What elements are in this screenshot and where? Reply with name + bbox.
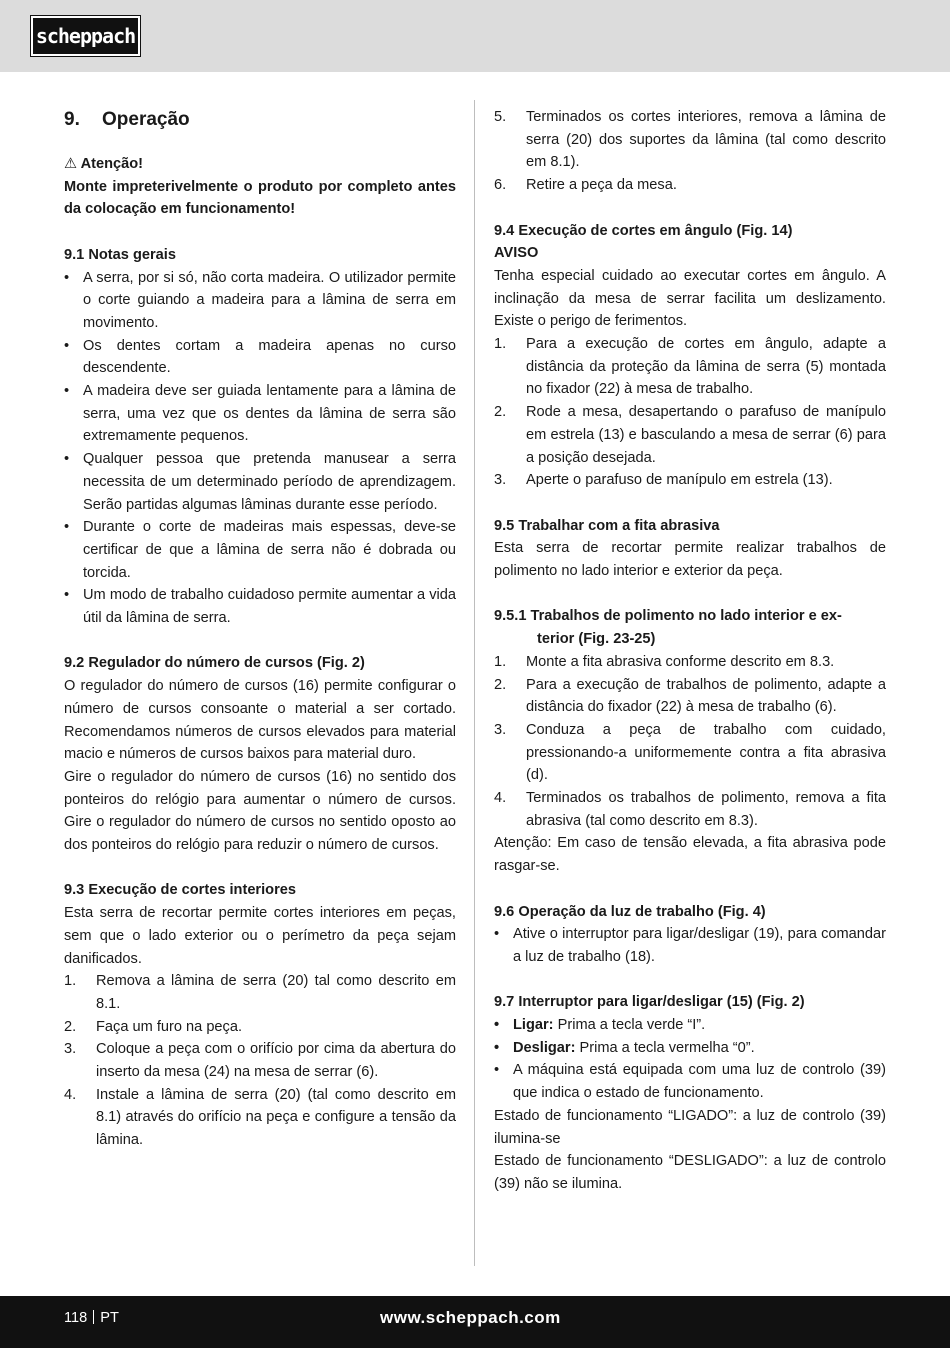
list-item: 3. Aperte o parafuso de manípulo em estrela (13). <box>494 472 833 489</box>
list-item: 1. Monte a fita abrasiva conforme descrito em 8.3. <box>494 653 835 670</box>
brand-logo: scheppach <box>31 16 140 56</box>
list-item: 3. Coloque a peça com o orifício por cima da abertura do inserto da mesa (24) na mesa de serrar (6). <box>64 1041 456 1081</box>
subsection-title-9-6: 9.6 Operação da luz de trabalho (Fig. 4) <box>494 903 766 920</box>
numbered-list-9-3 <box>64 970 456 1152</box>
paragraph: Esta serra de recortar permite realizar trabalhos de polimento no lado interior e exterior da peça. <box>494 540 886 580</box>
paragraph: Atenção: Em caso de tensão elevada, a fita abrasiva pode rasgar-se. <box>494 835 886 875</box>
list-item: 4. Instale a lâmina de serra (20) (tal como descrito em 8.1) através do orifício na peça e configure a tensão da lâmina. <box>64 1086 456 1149</box>
list-item: 1. Remova a lâmina de serra (20) tal como descrito em 8.1. <box>64 973 456 1012</box>
list-item: • Um modo de trabalho cuidadoso permite aumentar a vida útil da lâmina de serra. <box>64 587 456 627</box>
list-item: • Durante o corte de madeiras mais espessas, deve-se certificar de que a lâmina de serra não é dobrada ou torcida. <box>64 519 456 581</box>
list-item: 2. Rode a mesa, desapertando o parafuso de manípulo em estrela (13) e basculando a mesa de serrar (6) para a posição desejada. <box>494 404 886 466</box>
list-item: • Desligar: Prima a tecla vermelha “0”. <box>494 1039 755 1056</box>
list-item: 2. Faça um furo na peça. <box>64 1018 243 1035</box>
subsection-title-9-7: 9.7 Interruptor para ligar/desligar (15) (Fig. 2) <box>494 994 805 1011</box>
subsection-title-9-3: 9.3 Execução de cortes interiores <box>64 882 296 899</box>
subsection-title-9-5-1: 9.5.1 Trabalhos de polimento no lado interior e ex- <box>494 608 842 625</box>
subsection-title-9-5: 9.5 Trabalhar com a fita abrasiva <box>494 517 720 534</box>
warning-heading: ⚠ Atenção! <box>64 156 144 172</box>
column-divider <box>474 100 475 1266</box>
list-item: 5. Terminados os cortes interiores, remova a lâmina de serra (20) dos suportes da lâmina (tal como descrito em 8.1). <box>494 109 886 171</box>
left-column <box>64 106 456 1152</box>
list-item: • Ative o interruptor para ligar/desligar (19), para comandar a luz de trabalho (18). <box>494 926 886 965</box>
list-item: • A serra, por si só, não corta madeira. O utilizador permite o corte guiando a madeira para a lâmina de serra em movimento. <box>64 269 456 331</box>
list-item: • A máquina está equipada com uma luz de controlo (39) que indica o estado de funcionamento. <box>494 1062 886 1102</box>
subsection-title-9-4: 9.4 Execução de cortes em ângulo (Fig. 14) <box>494 222 793 239</box>
list-item: 4. Terminados os trabalhos de polimento, remova a fita abrasiva (tal como descrito em 8.3). <box>494 790 886 829</box>
list-item: • Os dentes cortam a madeira apenas no curso descendente. <box>64 337 456 377</box>
list-item: • Ligar: Prima a tecla verde “I”. <box>494 1017 706 1034</box>
paragraph: Tenha especial cuidado ao executar cortes em ângulo. A inclinação da mesa de serrar facilita um deslizamento. Existe o perigo de ferimentos. <box>494 267 886 330</box>
numbered-list-9-4 <box>494 333 886 492</box>
list-item: • A madeira deve ser guiada lentamente para a lâmina de serra, uma vez que os dentes da lâmina de serra são extremamente pequenos. <box>64 383 456 445</box>
list-item: 3. Conduza a peça de trabalho com cuidado, pressionando-a uniformemente contra a fita abrasiva (d). <box>494 721 886 784</box>
paragraph: O regulador do número de cursos (16) permite configurar o número de cursos consoante o material a ser cortado. Recomendamos números de cursos elevados para material macio e números de cursos baixos para material duro. <box>64 678 456 763</box>
page-header <box>0 0 950 72</box>
warning-text: Monte impreterivelmente o produto por completo antes da colocação em funcionamento! <box>64 178 456 218</box>
paragraph: Estado de funcionamento “DESLIGADO”: a luz de controlo (39) não se ilumina. <box>494 1153 886 1192</box>
section-title: 9. Operação <box>64 109 190 130</box>
subsection-title-9-1: 9.1 Notas gerais <box>64 246 176 263</box>
list-item: • Qualquer pessoa que pretenda manusear a serra necessita de um determinado período de aprendizagem. Serão partidas algumas lâminas durante esse período. <box>64 451 456 513</box>
page-footer <box>0 1296 950 1348</box>
list-item: 6. Retire a peça da mesa. <box>494 177 677 194</box>
paragraph: Esta serra de recortar permite cortes interiores em peças, sem que o lado exterior ou o perímetro da peça sejam danificados. <box>64 905 456 967</box>
bullet-list-9-1 <box>64 267 456 630</box>
paragraph: Estado de funcionamento “LIGADO”: a luz de controlo (39) ilumina-se <box>494 1107 886 1147</box>
warning-icon: ⚠ <box>64 156 78 172</box>
subsection-title-9-2: 9.2 Regulador do número de cursos (Fig. 2) <box>64 655 365 672</box>
list-item: 2. Para a execução de trabalhos de polimento, adapte a distância do fixador (22) à mesa de trabalho (6). <box>494 676 886 716</box>
numbered-list-9-3-continued <box>494 106 886 197</box>
page-number: 118 PT <box>64 1310 119 1326</box>
numbered-list-9-5-1 <box>494 651 886 833</box>
right-column <box>494 106 886 1196</box>
subsection-title-9-5-1-cont: terior (Fig. 23-25) <box>537 631 656 648</box>
paragraph: Gire o regulador do número de cursos (16) no sentido dos ponteiros do relógio para aumentar o número de cursos. Gire o regulador do número de cursos no sentido oposto ao dos ponteiros do relógio para reduzir o número de cursos. <box>64 768 456 854</box>
list-item: 1. Para a execução de cortes em ângulo, adapte a distância da proteção da lâmina de serra (5) montada no fixador (22) à mesa de trabalho. <box>494 336 886 398</box>
notice-label: AVISO <box>494 245 539 262</box>
website-link[interactable]: www.scheppach.com <box>380 1308 561 1327</box>
